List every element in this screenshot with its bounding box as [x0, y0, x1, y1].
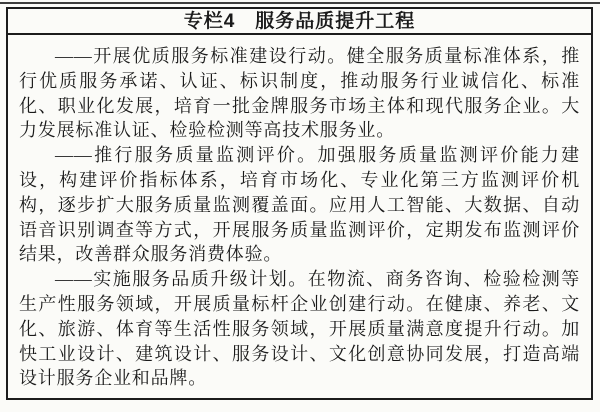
page-top-rule — [0, 2, 600, 4]
box-title: 专栏4 服务品质提升工程 — [8, 9, 591, 35]
paragraph-quality-upgrade-plan: ——实施服务品质升级计划。在物流、商务咨询、检验检测等生产性服务领域，开展质量标杆企业创建行动。在健康、养老、文化、旅游、体育等生活性服务领域，开展质量满意度提升行动。加快工业设计、建筑设计、服务设计、文化创意协同发展，打造高端设计服务企业和品牌。 — [19, 269, 580, 389]
paragraph-standards-action: ——开展优质服务标准建设行动。健全服务质量标准体系，推行优质服务承诺、认证、标识制度，推动服务行业诚信化、标准化、职业化发展，培育一批金牌服务市场主体和现代服务企业。大力发展标准认证、检验检测等高技术服务业。 — [19, 46, 580, 141]
column-box — [6, 7, 593, 400]
box-body — [8, 35, 591, 391]
paragraph-monitoring-evaluation: ——推行服务质量监测评价。加强服务质量监测评价能力建设，构建评价指标体系，培育市场化、专业化第三方监测评价机构，逐步扩大服务质量监测覆盖面。应用人工智能、大数据、自动语音识别调查等方式，开展服务质量监测评价，定期发布监测评价结果，改善群众服务消费体验。 — [19, 145, 580, 265]
